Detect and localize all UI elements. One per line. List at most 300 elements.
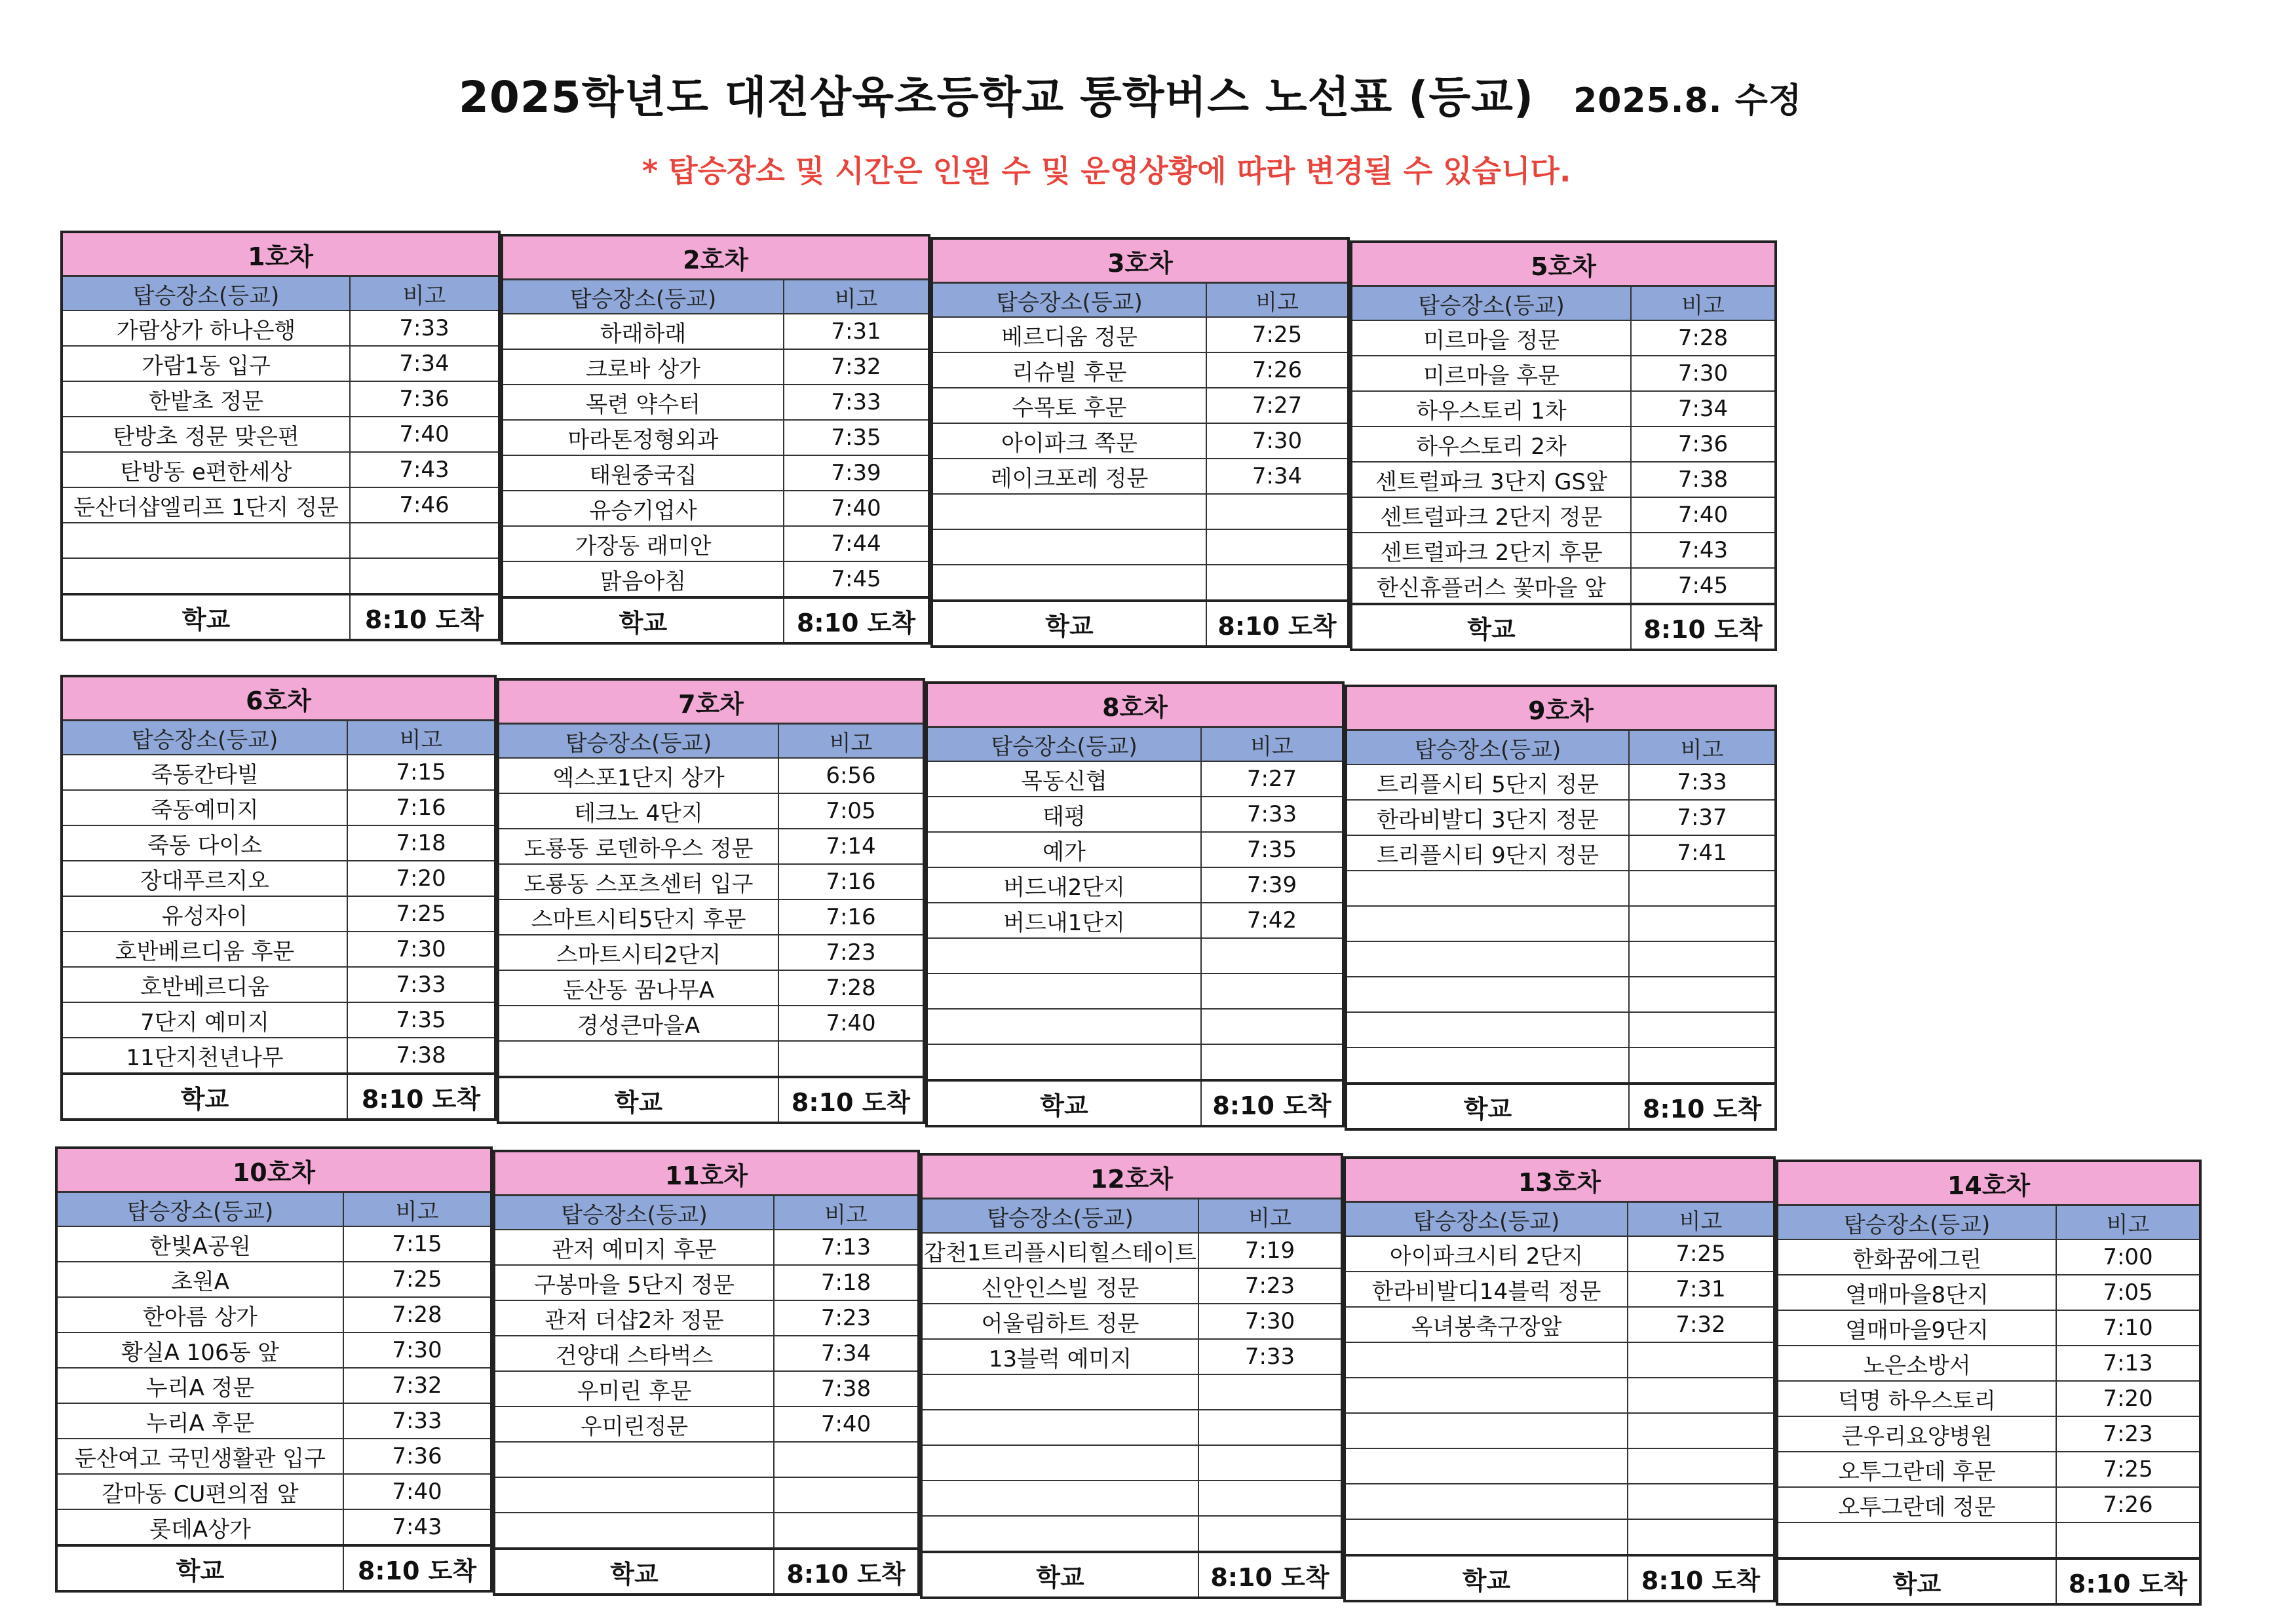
stop-time	[2056, 1522, 2200, 1558]
column-header-note: 비고	[1629, 730, 1776, 765]
column-header-note: 비고	[1198, 1199, 1342, 1234]
table-row	[1345, 1413, 1774, 1448]
stop-time	[1206, 529, 1349, 565]
stop-time: 7:26	[2056, 1487, 2200, 1522]
table-row	[1345, 1378, 1774, 1413]
stop-place: 갑천1트리플시티힐스테이트	[921, 1233, 1198, 1268]
table-row	[1777, 1346, 2200, 1381]
revision-date: 2025.8. 수정	[1573, 81, 1803, 121]
bus-name: 7호차	[498, 679, 924, 724]
stop-place	[927, 1044, 1201, 1080]
table-row	[62, 1002, 495, 1038]
bus-table	[1343, 1156, 1776, 1602]
table-row	[921, 1304, 1342, 1339]
stop-time: 7:40	[778, 1006, 924, 1041]
stop-place	[1346, 941, 1629, 977]
stop-place: 마라톤정형외과	[502, 420, 784, 455]
stop-place	[62, 523, 350, 558]
stop-time	[1198, 1481, 1342, 1516]
stop-time: 7:45	[784, 561, 929, 597]
table-row	[1777, 1275, 2200, 1310]
table-row	[62, 861, 495, 896]
stop-time	[1201, 938, 1343, 973]
table-row	[1345, 1272, 1774, 1307]
stop-time: 7:34	[1206, 459, 1349, 494]
stop-time: 7:43	[343, 1509, 491, 1545]
stop-place	[1345, 1378, 1628, 1413]
stop-place: 한화꿈에그린	[1777, 1239, 2056, 1275]
arrival-time: 8:10 도착	[774, 1549, 919, 1595]
stop-place: 버드내1단지	[927, 903, 1201, 938]
table-row	[1351, 356, 1776, 391]
stop-place: 옥녀봉축구장앞	[1345, 1307, 1628, 1342]
stop-time	[1198, 1516, 1342, 1552]
table-row	[927, 903, 1343, 938]
table-row	[502, 526, 929, 561]
stop-time	[1629, 871, 1776, 906]
stop-time	[1628, 1519, 1774, 1555]
stop-time	[1198, 1445, 1342, 1481]
stop-place: 어울림하트 정문	[921, 1304, 1198, 1339]
table-row	[932, 423, 1349, 459]
arrival-time: 8:10 도착	[1629, 1084, 1776, 1129]
column-header-place: 탑승장소(등교)	[932, 283, 1206, 318]
bus-name: 8호차	[927, 683, 1343, 727]
table-row	[56, 1368, 491, 1403]
stop-place: 관저 예미지 후문	[494, 1230, 774, 1265]
stop-place: 미르마을 정문	[1351, 320, 1631, 356]
stop-time	[774, 1513, 919, 1549]
stop-time	[350, 558, 499, 594]
table-row	[502, 420, 929, 455]
table-row	[56, 1262, 491, 1297]
table-row	[56, 1332, 491, 1368]
column-header-note: 비고	[778, 724, 924, 759]
notice-text: * 탑승장소 및 시간은 인원 수 및 운영상황에 따라 변경될 수 있습니다.	[642, 153, 1571, 189]
stop-place: 가장동 래미안	[502, 526, 784, 561]
stop-place: 레이크포레 정문	[932, 459, 1206, 494]
table-row	[932, 494, 1349, 529]
stop-time: 7:13	[774, 1230, 919, 1265]
stop-place: 오투그란데 정문	[1777, 1487, 2056, 1522]
stop-place: 목동신협	[927, 761, 1201, 797]
table-row	[1346, 906, 1776, 941]
table-row	[1346, 941, 1776, 977]
stop-time	[1198, 1374, 1342, 1410]
stop-place: 크로바 상가	[502, 349, 784, 385]
destination-school: 학교	[62, 594, 350, 640]
stop-time	[1629, 977, 1776, 1012]
table-row	[62, 932, 495, 967]
stop-time: 7:25	[2056, 1452, 2200, 1487]
column-header-place: 탑승장소(등교)	[1777, 1205, 2056, 1240]
stop-place	[1345, 1448, 1628, 1484]
stop-time: 7:16	[778, 899, 924, 935]
stop-time: 7:41	[1629, 835, 1776, 871]
stop-place: 목련 약수터	[502, 385, 784, 420]
stop-place: 한빛A공원	[56, 1226, 343, 1262]
stop-place: 버드내2단지	[927, 867, 1201, 903]
table-row	[494, 1230, 919, 1265]
stop-place: 한라비발디 3단지 정문	[1346, 800, 1629, 835]
title-text: 2025학년도 대전삼육초등학교 통학버스 노선표 (등교)	[459, 72, 1535, 123]
table-row	[1777, 1522, 2200, 1558]
table-row	[502, 491, 929, 526]
stop-place: 센트럴파크 2단지 후문	[1351, 533, 1631, 568]
column-header-place: 탑승장소(등교)	[927, 727, 1201, 762]
table-row	[927, 797, 1343, 832]
stop-time: 7:40	[1631, 497, 1776, 533]
table-row	[927, 867, 1343, 903]
stop-place: 오투그란데 후문	[1777, 1452, 2056, 1487]
stop-place: 죽동칸타빌	[62, 755, 347, 790]
stop-time: 7:16	[778, 864, 924, 899]
stop-time: 7:16	[347, 790, 495, 825]
stop-place: 도룡동 스포츠센터 입구	[498, 864, 778, 899]
table-row	[1777, 1239, 2200, 1275]
table-row	[1777, 1310, 2200, 1346]
bus-name: 3호차	[932, 238, 1349, 283]
arrival-time: 8:10 도착	[1201, 1080, 1343, 1126]
table-row	[498, 899, 924, 935]
column-header-note: 비고	[1201, 727, 1343, 762]
table-row	[1345, 1519, 1774, 1555]
stop-time	[1201, 1009, 1343, 1044]
table-row	[921, 1410, 1342, 1445]
table-row	[494, 1371, 919, 1407]
column-header-place: 탑승장소(등교)	[498, 724, 778, 759]
stop-place	[494, 1442, 774, 1477]
stop-place: 갈마동 CU편의점 앞	[56, 1474, 343, 1509]
table-row	[62, 755, 495, 790]
bus-name: 1호차	[62, 232, 499, 276]
table-row	[921, 1445, 1342, 1481]
stop-place: 맑음아침	[502, 561, 784, 597]
destination-school: 학교	[494, 1549, 774, 1595]
stop-time: 7:36	[350, 381, 499, 417]
column-header-note: 비고	[350, 276, 499, 311]
stop-place: 노은소방서	[1777, 1346, 2056, 1381]
stop-place	[932, 494, 1206, 529]
table-row	[62, 487, 499, 523]
table-row	[921, 1516, 1342, 1552]
stop-place: 죽동예미지	[62, 790, 347, 825]
column-header-place: 탑승장소(등교)	[1345, 1202, 1628, 1237]
table-row	[62, 1038, 495, 1074]
table-row	[62, 346, 499, 381]
table-row	[494, 1477, 919, 1513]
stop-time	[774, 1442, 919, 1477]
stop-time: 7:37	[1629, 800, 1776, 835]
stop-place: 트리플시티 9단지 정문	[1346, 835, 1629, 871]
table-row	[1351, 533, 1776, 568]
stop-time: 7:36	[343, 1439, 491, 1474]
bus-name: 14호차	[1777, 1161, 2200, 1205]
table-row	[927, 832, 1343, 867]
stop-place: 하우스토리 2차	[1351, 426, 1631, 462]
destination-school: 학교	[927, 1080, 1201, 1126]
stop-time: 7:00	[2056, 1239, 2200, 1275]
stop-time: 7:05	[2056, 1275, 2200, 1310]
table-row	[921, 1233, 1342, 1268]
table-row	[927, 1044, 1343, 1080]
stop-time: 7:46	[350, 487, 499, 523]
stop-place: 가람상가 하나은행	[62, 311, 350, 346]
stop-place	[1346, 977, 1629, 1012]
stop-time: 7:33	[350, 311, 499, 346]
stop-place: 미르마을 후문	[1351, 356, 1631, 391]
table-row	[932, 529, 1349, 565]
destination-school: 학교	[921, 1552, 1198, 1598]
stop-time: 7:28	[1631, 320, 1776, 356]
table-row	[921, 1374, 1342, 1410]
stop-time	[1628, 1413, 1774, 1448]
bus-name: 10호차	[56, 1148, 491, 1192]
column-header-note: 비고	[784, 280, 929, 314]
stop-place: 우미린정문	[494, 1407, 774, 1442]
bus-table	[930, 237, 1350, 648]
table-row	[1346, 1048, 1776, 1084]
stop-place: 누리A 정문	[56, 1368, 343, 1403]
stop-place	[1345, 1413, 1628, 1448]
stop-place	[498, 1041, 778, 1077]
table-row	[921, 1339, 1342, 1374]
stop-place: 13블럭 예미지	[921, 1339, 1198, 1374]
destination-school: 학교	[1346, 1084, 1629, 1129]
stop-time: 7:05	[778, 793, 924, 829]
table-row	[502, 349, 929, 385]
table-row	[494, 1442, 919, 1477]
bus-name: 6호차	[62, 676, 495, 721]
table-row	[1351, 497, 1776, 533]
stop-place	[927, 1009, 1201, 1044]
stop-time: 7:25	[343, 1262, 491, 1297]
stop-place	[62, 558, 350, 594]
stop-time	[1628, 1484, 1774, 1519]
arrival-time: 8:10 도착	[350, 594, 499, 640]
stop-time: 7:30	[343, 1332, 491, 1368]
stop-time: 7:15	[343, 1226, 491, 1262]
table-row	[56, 1439, 491, 1474]
stop-place	[927, 938, 1201, 973]
table-row	[1777, 1416, 2200, 1452]
stop-time: 7:32	[784, 349, 929, 385]
bus-table	[920, 1153, 1343, 1599]
stop-time: 7:34	[1631, 391, 1776, 426]
arrival-time: 8:10 도착	[347, 1074, 495, 1120]
table-row	[56, 1403, 491, 1439]
bus-table	[925, 681, 1345, 1127]
stop-time: 7:20	[2056, 1381, 2200, 1416]
table-row	[62, 523, 499, 558]
arrival-time: 8:10 도착	[2056, 1558, 2200, 1604]
table-row	[1351, 462, 1776, 497]
stop-place: 둔산더샵엘리프 1단지 정문	[62, 487, 350, 523]
stop-place: 신안인스빌 정문	[921, 1268, 1198, 1304]
table-row	[62, 381, 499, 417]
bus-name: 5호차	[1351, 242, 1776, 286]
stop-place: 경성큰마을A	[498, 1006, 778, 1041]
table-row	[498, 1041, 924, 1077]
stop-time: 7:33	[347, 967, 495, 1002]
stop-time	[1206, 494, 1349, 529]
stop-time	[1629, 1012, 1776, 1048]
table-row	[1345, 1236, 1774, 1272]
stop-place: 덕명 하우스토리	[1777, 1381, 2056, 1416]
table-row	[494, 1265, 919, 1300]
table-row	[62, 790, 495, 825]
table-row	[498, 829, 924, 864]
column-header-place: 탑승장소(등교)	[1346, 730, 1629, 765]
stop-time: 7:27	[1206, 388, 1349, 423]
stop-time: 7:13	[2056, 1346, 2200, 1381]
stop-place: 탄방동 e편한세상	[62, 452, 350, 487]
stop-time: 7:42	[1201, 903, 1343, 938]
table-row	[921, 1481, 1342, 1516]
table-row	[1345, 1307, 1774, 1342]
stop-time: 7:18	[347, 825, 495, 861]
stop-place	[1346, 906, 1629, 941]
stop-place: 스마트시티5단지 후문	[498, 899, 778, 935]
stop-time	[778, 1041, 924, 1077]
stop-time: 7:25	[1206, 317, 1349, 352]
stop-time: 7:30	[1198, 1304, 1342, 1339]
stop-time: 7:39	[784, 455, 929, 491]
stop-place	[932, 565, 1206, 601]
table-row	[502, 314, 929, 349]
stop-time: 7:40	[774, 1407, 919, 1442]
stop-time: 7:23	[778, 935, 924, 970]
destination-school: 학교	[1777, 1558, 2056, 1604]
stop-place: 11단지천년나무	[62, 1038, 347, 1074]
stop-place: 아이파크 쪽문	[932, 423, 1206, 459]
bus-table	[493, 1150, 920, 1596]
arrival-time: 8:10 도착	[1206, 601, 1349, 647]
stop-time	[1206, 565, 1349, 601]
stop-time	[1201, 973, 1343, 1009]
arrival-time: 8:10 도착	[784, 597, 929, 643]
table-row	[56, 1297, 491, 1332]
table-row	[927, 1009, 1343, 1044]
column-header-place: 탑승장소(등교)	[494, 1196, 774, 1230]
bus-name: 11호차	[494, 1151, 919, 1196]
stop-place: 하래하래	[502, 314, 784, 349]
stop-place	[1777, 1522, 2056, 1558]
stop-place: 열매마을8단지	[1777, 1275, 2056, 1310]
stop-time: 7:25	[1628, 1236, 1774, 1272]
stop-time: 7:36	[1631, 426, 1776, 462]
table-row	[62, 967, 495, 1002]
table-row	[62, 558, 499, 594]
stop-time	[1198, 1410, 1342, 1445]
stop-time: 7:38	[347, 1038, 495, 1074]
table-row	[502, 561, 929, 597]
stop-time: 7:40	[350, 417, 499, 452]
stop-time: 7:33	[343, 1403, 491, 1439]
bus-table	[497, 678, 925, 1124]
stop-time: 7:38	[1631, 462, 1776, 497]
table-row	[1346, 977, 1776, 1012]
table-row	[498, 970, 924, 1006]
table-row	[1346, 835, 1776, 871]
stop-time	[1629, 1048, 1776, 1084]
arrival-time: 8:10 도착	[1198, 1552, 1342, 1598]
table-row	[62, 311, 499, 346]
table-row	[932, 352, 1349, 388]
destination-school: 학교	[502, 597, 784, 643]
stop-time: 7:31	[1628, 1272, 1774, 1307]
table-row	[927, 938, 1343, 973]
stop-place	[1346, 1012, 1629, 1048]
stop-time	[1628, 1448, 1774, 1484]
stop-time: 7:33	[784, 385, 929, 420]
destination-school: 학교	[498, 1077, 778, 1123]
stop-place: 둔산동 꿈나무A	[498, 970, 778, 1006]
table-row	[1346, 800, 1776, 835]
stop-time	[1201, 1044, 1343, 1080]
stop-place: 둔산여고 국민생활관 입구	[56, 1439, 343, 1474]
stop-place: 한밭초 정문	[62, 381, 350, 417]
stop-time: 7:32	[1628, 1307, 1774, 1342]
stop-place: 한신휴플러스 꽃마을 앞	[1351, 568, 1631, 604]
column-header-place: 탑승장소(등교)	[1351, 286, 1631, 321]
stop-time: 7:28	[343, 1297, 491, 1332]
stop-place: 테크노 4단지	[498, 793, 778, 829]
stop-place	[494, 1513, 774, 1549]
stop-time	[1629, 941, 1776, 977]
table-row	[502, 385, 929, 420]
stop-place	[921, 1410, 1198, 1445]
stop-place: 태평	[927, 797, 1201, 832]
table-row	[62, 825, 495, 861]
stop-place: 호반베르디움 후문	[62, 932, 347, 967]
stop-time: 7:34	[350, 346, 499, 381]
column-header-place: 탑승장소(등교)	[62, 276, 350, 311]
column-header-note: 비고	[774, 1196, 919, 1230]
stop-place: 구봉마을 5단지 정문	[494, 1265, 774, 1300]
table-row	[932, 317, 1349, 352]
stop-place	[921, 1445, 1198, 1481]
bus-table	[1776, 1160, 2202, 1606]
stop-place: 장대푸르지오	[62, 861, 347, 896]
bus-name: 13호차	[1345, 1158, 1774, 1202]
stop-time: 7:23	[1198, 1268, 1342, 1304]
stop-place: 초원A	[56, 1262, 343, 1297]
table-row	[1351, 391, 1776, 426]
table-row	[56, 1509, 491, 1545]
destination-school: 학교	[62, 1074, 347, 1120]
stop-time: 7:23	[2056, 1416, 2200, 1452]
stop-time: 7:30	[347, 932, 495, 967]
stop-place	[494, 1477, 774, 1513]
stop-place: 황실A 106동 앞	[56, 1332, 343, 1368]
stop-place: 수목토 후문	[932, 388, 1206, 423]
table-row	[932, 459, 1349, 494]
stop-place	[932, 529, 1206, 565]
stop-time	[1628, 1378, 1774, 1413]
stop-time: 7:23	[774, 1300, 919, 1336]
table-row	[1346, 765, 1776, 800]
table-row	[1777, 1452, 2200, 1487]
stop-place: 엑스포1단지 상가	[498, 758, 778, 793]
column-header-place: 탑승장소(등교)	[502, 280, 784, 314]
stop-time: 7:39	[1201, 867, 1343, 903]
stop-place: 센트럴파크 3단지 GS앞	[1351, 462, 1631, 497]
stop-time: 7:35	[347, 1002, 495, 1038]
page-title	[459, 62, 1835, 124]
stop-place: 아이파크시티 2단지	[1345, 1236, 1628, 1272]
stop-time: 7:43	[350, 452, 499, 487]
